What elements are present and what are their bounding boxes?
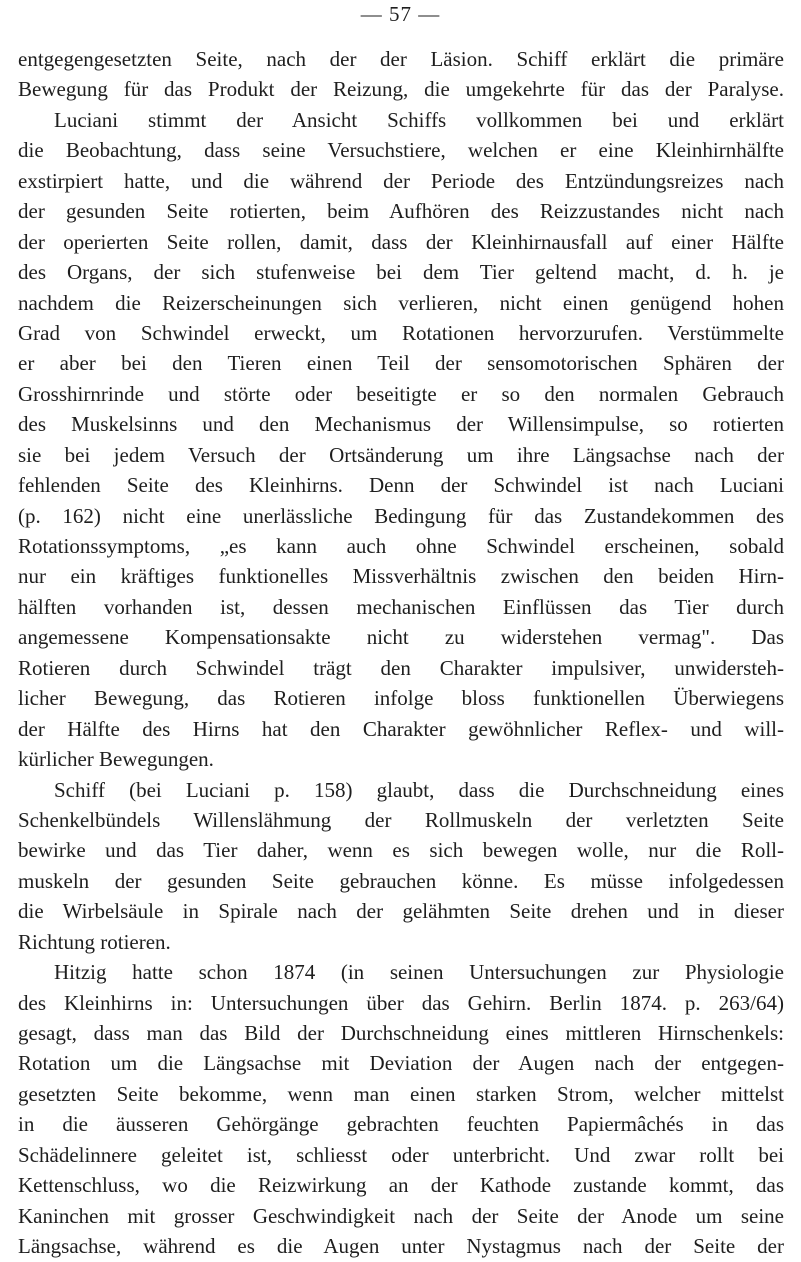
text-line: in die äusseren Gehörgänge gebrachten feuchten Papiermâchés in das [18,1112,784,1137]
text-line: er aber bei den Tieren einen Teil der sensomotorischen Sphären der [18,351,784,376]
text-line: Kettenschluss, wo die Reizwirkung an der Kathode zustande kommt, das [18,1173,784,1198]
text-line: Grad von Schwindel erweckt, um Rotationen hervorzurufen. Verstümmelte [18,320,784,345]
text-line: licher Bewegung, das Rotieren infolge bloss funktionellen Überwiegens [18,686,784,711]
text-line: gesetzten Seite bekomme, wenn man einen starken Strom, welcher mittelst [18,1081,784,1106]
text-line: (p. 162) nicht eine unerlässliche Bedingung für das Zustandekommen des [18,503,784,528]
text-line: Rotieren durch Schwindel trägt den Charakter impulsiver, unwidersteh- [18,655,784,680]
text-line: des Kleinhirns in: Untersuchungen über das Gehirn. Berlin 1874. p. 263/64) [18,990,784,1015]
text-line: exstirpiert hatte, und die während der Periode des Entzündungsreizes nach [18,168,784,193]
text-line: des Muskelsinns und den Mechanismus der Willensimpulse, so rotierten [18,412,784,437]
text-line: Kaninchen mit grosser Geschwindigkeit nach der Seite der Anode um seine [18,1203,784,1228]
text-line: hälften vorhanden ist, dessen mechanischen Einflüssen das Tier durch [18,594,784,619]
text-line: Luciani stimmt der Ansicht Schiffs vollkommen bei und erklärt [54,107,784,132]
text-line: Schenkelbündels Willenslähmung der Rollmuskeln der verletzten Seite [18,807,784,832]
body-text [0,44,801,1262]
page-number: — 57 — [360,2,441,26]
text-line: nur ein kräftiges funktionelles Missverhältnis zwischen den beiden Hirn- [18,564,784,589]
text-line: entgegengesetzten Seite, nach der der Läsion. Schiff erklärt die primäre [18,47,784,71]
text-line: muskeln der gesunden Seite gebrauchen könne. Es müsse infolgedessen [18,868,784,893]
text-line: der operierten Seite rollen, damit, dass der Kleinhirnausfall auf einer Hälfte [18,229,784,254]
text-line: Schiff (bei Luciani p. 158) glaubt, dass die Durchschneidung eines [54,777,784,802]
text-line: bewirke und das Tier daher, wenn es sich bewegen wolle, nur die Roll- [18,838,784,863]
text-line: Grosshirnrinde und störte oder beseitigte er so den normalen Gebrauch [18,381,784,406]
text-line: Hitzig hatte schon 1874 (in seinen Untersuchungen zur Physiologie [54,960,784,985]
text-line: Richtung rotieren. [18,929,171,954]
text-line: Rotation um die Längsachse mit Deviation der Augen nach der entgegen- [18,1051,784,1076]
text-line: der gesunden Seite rotierten, beim Aufhören des Reizzustandes nicht nach [18,199,784,224]
text-line: sie bei jedem Versuch der Ortsänderung um ihre Längsachse nach der [18,442,784,467]
text-line: Längsachse, während es die Augen unter Nystagmus nach der Seite der [18,1234,784,1259]
text-line: des Organs, der sich stufenweise bei dem Tier geltend macht, d. h. je [18,260,784,285]
text-line: die Wirbelsäule in Spirale nach der gelähmten Seite drehen und in dieser [18,899,784,924]
text-line: Schädelinnere geleitet ist, schliesst oder unterbricht. Und zwar rollt bei [18,1142,784,1167]
text-line: nachdem die Reizerscheinungen sich verlieren, nicht einen genügend hohen [18,290,784,315]
text-line: fehlenden Seite des Kleinhirns. Denn der Schwindel ist nach Luciani [18,473,784,498]
text-line: Bewegung für das Produkt der Reizung, die umgekehrte für das der Paralyse. [18,77,784,102]
text-line: gesagt, dass man das Bild der Durchschneidung eines mittleren Hirnschenkels: [18,1021,784,1045]
text-line: Rotationssymptoms, „es kann auch ohne Schwindel erscheinen, sobald [18,534,784,558]
text-line: die Beobachtung, dass seine Versuchstiere, welchen er eine Kleinhirnhälfte [18,138,784,163]
text-line: der Hälfte des Hirns hat den Charakter gewöhnlicher Reflex- und will- [18,716,784,741]
text-line: kürlicher Bewegungen. [18,747,214,772]
text-line: angemessene Kompensationsakte nicht zu widerstehen vermag". Das [18,625,784,650]
